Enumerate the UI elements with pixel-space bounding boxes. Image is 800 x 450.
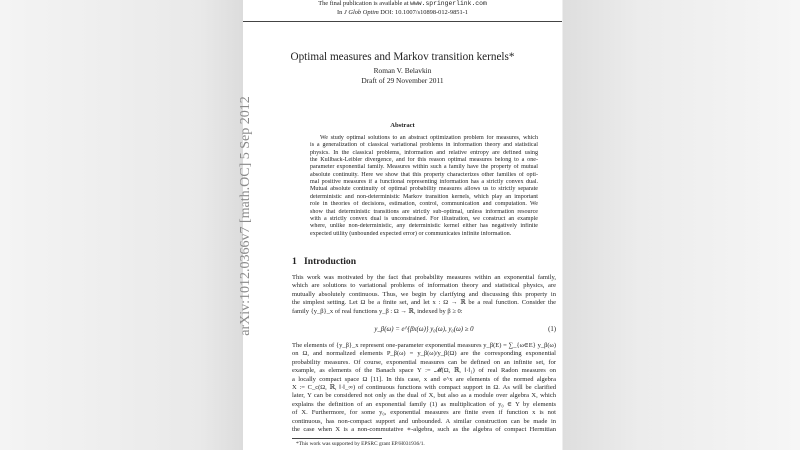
text-line: The elements of {y_β}_x represent one-parameter exponential measures y_β(E) = ∑_{ω∈E} y_β(ω) — [292, 342, 556, 349]
text-line: role in theories of decisions, estimation, control, communication and computation. We — [310, 201, 538, 208]
text-line: later, Y can be considered not only as the dual of X, but also as a module over algebra X, which — [292, 392, 556, 400]
text-line: where, unlike non-deterministic, any deterministic kernel either has negatively infinite — [310, 223, 538, 230]
doi-text: DOI: 10.1007/s10898-012-9851-1 — [378, 9, 468, 16]
paper-author: Roman V. Belavkin — [373, 66, 432, 75]
abstract-heading: Abstract — [390, 122, 415, 129]
equation-1 — [292, 326, 556, 333]
text-line: family {y_β}_x of real functions y_β : Ω → ℝ, indexed by β ≥ 0: — [292, 307, 463, 315]
section-title: Introduction — [304, 256, 357, 267]
text-line: is a generalization of classical variational problems in information theory and statistical — [310, 142, 538, 149]
text-line: X := C_c(Ω, ℝ, ‖·‖_∞) of continuous functions with compact support in Ω. As will be clarified — [292, 384, 556, 391]
text-line: This work was motivated by the fact that probability measures within an exponential family, — [292, 274, 556, 281]
text-line: mutually absolutely continuous. Thus, we begin by clarifying and discussing this property in — [292, 290, 556, 298]
equation-text: y_β(ω) = e^{βx(ω)} y₀(ω), y₀(ω) ≥ 0 — [374, 326, 474, 333]
text-line: expected utility (unbounded expected error) or communicates infinite information. — [310, 230, 512, 237]
text-line: show that deterministic transitions are strictly sub-optimal, unless information resource — [310, 208, 538, 215]
text-line: on Ω, and normalized elements P_β(ω) = y_β(ω)/y_β(Ω) are the corresponding exponential — [292, 350, 556, 358]
text-line: mal positive measures if a functional representing information has a strictly convex dual. — [310, 179, 538, 186]
text-line: of X. Furthermore, for some y₀, exponential measures are finite even if function x is not — [292, 409, 556, 417]
footnote: *This work was supported by EPSRC grant EP/H031936/1. — [296, 441, 425, 447]
paper-date: Draft of 29 November 2011 — [361, 76, 444, 85]
text-line: the simplest setting. Let Ω be a finite set, and let x : Ω → ℝ be a real function. Consider the — [292, 299, 556, 307]
text-line: a locally compact space Ω [11]. In this case, x and e^x are elements of the normed algebra — [292, 375, 556, 383]
publication-notice — [243, 0, 562, 8]
arxiv-stamp: arXiv:1012.0366v7 [math.OC] 5 Sep 2012 — [238, 96, 253, 336]
footnote-rule — [292, 438, 382, 439]
header-rule — [243, 21, 562, 22]
text-line: example, as elements of the Banach space Y := 𝓜(Ω, ℝ, ‖·‖₁) of real Radon measures on — [292, 367, 556, 375]
text-line: continuous, has non-compact support and unbounded. A similar construction can be made in — [292, 417, 556, 425]
section-heading — [292, 256, 356, 267]
equation-number: (1) — [548, 326, 556, 333]
journal-name: J Glob Optim — [343, 9, 379, 16]
section-number: 1 — [292, 256, 297, 267]
text-line: the Kullback-Leibler divergence, and for this reason optimal measures belong to a one- — [310, 157, 538, 164]
text-line: deterministic and non-deterministic Markov transition kernels, which play an important — [310, 193, 538, 200]
text-line: physics. In the classical problems, information and relative entropy are defined using — [310, 149, 538, 156]
paper-title: Optimal measures and Markov transition kernels* — [290, 51, 515, 63]
text-line: parameter exponential family. Measures within such a family have the property of mutual — [310, 164, 538, 171]
doi-prefix: In — [336, 9, 344, 16]
notice-text: The final publication is available at — [318, 0, 411, 7]
text-line: Mutual absolute continuity of optimal probability measures allows us to strictly separate — [310, 186, 538, 193]
text-line: explains the definition of an exponential family (1) as multiplication of y₀ ∈ Y by elements — [292, 400, 556, 408]
publisher-url[interactable]: www.springerlink.com — [410, 0, 487, 7]
text-line: We study optimal solutions to an abstract optimization problem for measures, which — [320, 135, 538, 141]
text-line: the case when X is a non-commutative ∗-algebra, such as the algebra of compact Hermitian — [292, 426, 556, 433]
text-line: absolute continuity. Here we show that this property characterizes other families of opti- — [310, 171, 538, 178]
doi-line — [243, 9, 562, 17]
text-line: probability measures. Of course, exponential measures can be defined on an infinite set, for — [292, 358, 556, 366]
text-line: which are solutions to variational problems of information theory and statistical physics, are — [292, 282, 556, 290]
text-line: with a strictly convex dual is unconstrained. For illustration, we construct an example — [310, 215, 538, 222]
